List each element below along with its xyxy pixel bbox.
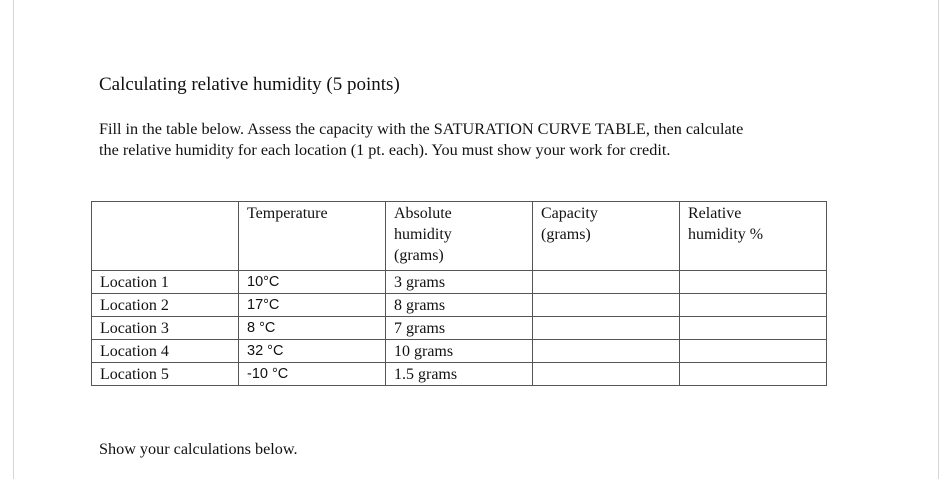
temperature-cell: 10°C	[239, 271, 386, 294]
temperature-cell: 8 °C	[239, 317, 386, 340]
location-cell: Location 1	[92, 271, 239, 294]
capacity-cell[interactable]	[533, 340, 680, 363]
table-row	[92, 271, 827, 294]
capacity-cell[interactable]	[533, 271, 680, 294]
capacity-cell[interactable]	[533, 317, 680, 340]
table-row	[92, 363, 827, 386]
absolute-humidity-cell: 8 grams	[386, 294, 533, 317]
absolute-humidity-cell: 7 grams	[386, 317, 533, 340]
relative-humidity-cell[interactable]	[680, 271, 827, 294]
relative-humidity-cell[interactable]	[680, 294, 827, 317]
capacity-cell[interactable]	[533, 294, 680, 317]
header-cell-relative-humidity: Relative humidity %	[680, 202, 827, 271]
section-title: Calculating relative humidity (5 points)	[99, 74, 400, 95]
table-header-row	[92, 202, 827, 271]
absolute-humidity-cell: 10 grams	[386, 340, 533, 363]
absolute-humidity-cell: 1.5 grams	[386, 363, 533, 386]
instructions-paragraph	[99, 119, 859, 161]
location-cell: Location 4	[92, 340, 239, 363]
header-cell-absolute-humidity: Absolute humidity (grams)	[386, 202, 533, 271]
capacity-cell[interactable]	[533, 363, 680, 386]
relative-humidity-cell[interactable]	[680, 317, 827, 340]
relative-humidity-cell[interactable]	[680, 363, 827, 386]
table-row	[92, 317, 827, 340]
calculations-prompt: Show your calculations below.	[99, 440, 298, 458]
table-row	[92, 294, 827, 317]
header-cell-blank	[92, 202, 239, 271]
temperature-cell: 32 °C	[239, 340, 386, 363]
temperature-cell: -10 °C	[239, 363, 386, 386]
location-cell: Location 5	[92, 363, 239, 386]
header-cell-temperature: Temperature	[239, 202, 386, 271]
absolute-humidity-cell: 3 grams	[386, 271, 533, 294]
instructions-line-2: the relative humidity for each location (1 pt. each). You must show your work for credit.	[99, 141, 671, 159]
table-row	[92, 340, 827, 363]
header-cell-capacity: Capacity (grams)	[533, 202, 680, 271]
location-cell: Location 2	[92, 294, 239, 317]
location-cell: Location 3	[92, 317, 239, 340]
temperature-cell: 17°C	[239, 294, 386, 317]
relative-humidity-cell[interactable]	[680, 340, 827, 363]
humidity-table	[91, 201, 827, 386]
instructions-line-1: Fill in the table below. Assess the capacity with the SATURATION CURVE TABLE, then calculate	[99, 120, 744, 138]
